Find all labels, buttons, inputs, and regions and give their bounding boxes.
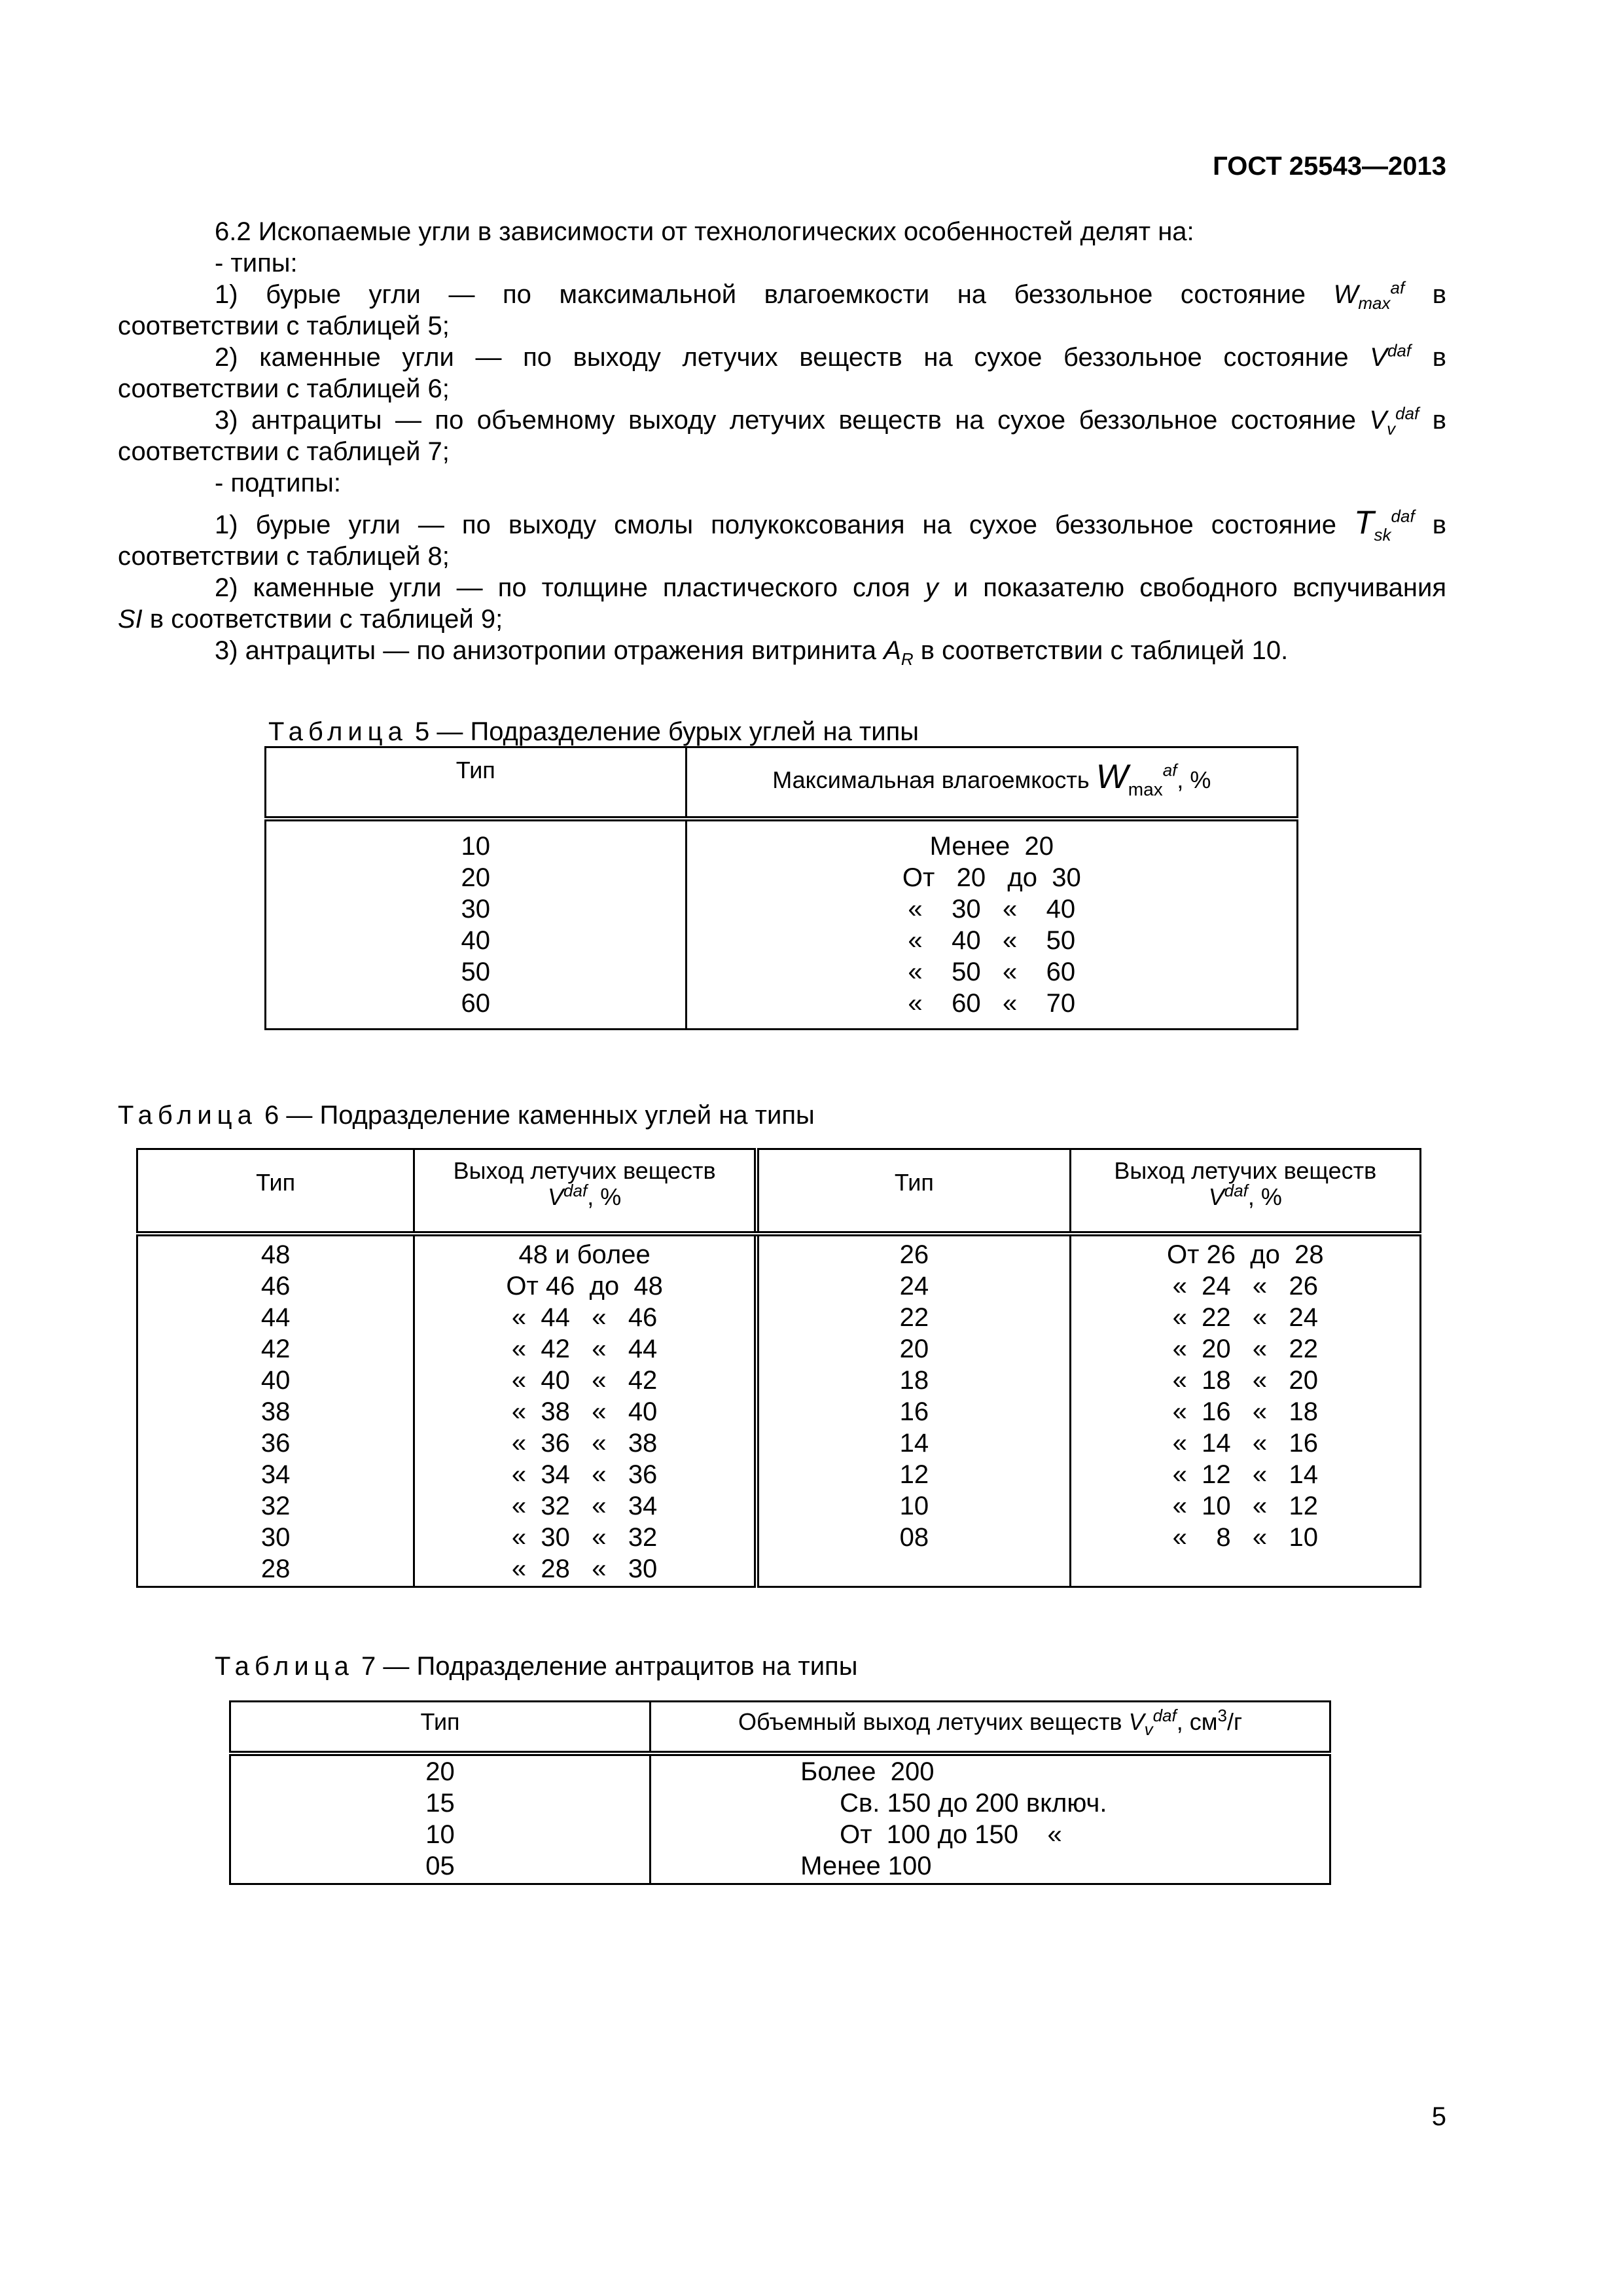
symbol-y: y [925, 573, 938, 602]
paragraph-brown-coal-ref: соответствии с таблицей 5; [118, 312, 450, 340]
paragraph-hard-coal-ref: соответствии с таблицей 6; [118, 374, 450, 403]
paragraph-hard-coal-line: 2) каменные угли — по выходу летучих веществ на сухое беззольное состояние $V^{daf}$ в [215, 340, 1446, 372]
table7-type-column: 20 15 10 05 [230, 1753, 651, 1884]
symbol-w-max-af: $W_{max}^{af}$ [1333, 278, 1405, 313]
table5-type-column: 10 20 30 40 50 60 [266, 819, 687, 1030]
table7-header-type: Тип [230, 1702, 651, 1754]
paragraph-types-label: - типы: [215, 249, 298, 278]
symbol-a-r: $A_R$ [883, 636, 914, 669]
table7-header-volume-yield: Объемный выход летучих веществ $V_v^{daf}$, $см^3/г$ [651, 1702, 1330, 1754]
symbol-vv-daf: $V_v^{daf}$ [1369, 403, 1419, 439]
paragraph-anthracite-ref: соответствии с таблицей 7; [118, 437, 450, 466]
paragraph-subtypes-label: - подтипы: [215, 469, 341, 497]
table6-right-value-column: От 26 до 28 « 24 « 26 « 22 « 24 « 20 « 22 « 18 « 20 « 16 « 18 « 14 « 16 « 12 « 14 « 10 « 12 « 8 « 10 [1070, 1234, 1420, 1587]
symbol-t-sk-daf: $T_{sk}^{daf}$ [1353, 504, 1415, 545]
symbol-si: SI [118, 605, 143, 634]
table7 [229, 1700, 1331, 1885]
table7-caption: Таблица 7 — Подразделение антрацитов на типы [215, 1652, 858, 1681]
paragraph-brown-coal-line: 1) бурые угли — по максимальной влагоемкости на беззольное состояние $W_{max}^{af}$ в [215, 278, 1446, 313]
section-6-2-text [118, 216, 1446, 669]
table6-header-type-left: Тип [137, 1149, 414, 1234]
paragraph-hard-subtype-line: 2) каменные угли — по толщине пластического слоя y и показателю свободного вспучивания [215, 573, 1446, 602]
table6-left-value-column: 48 и более От 46 до 48 « 44 « 46 « 42 « 44 « 40 « 42 « 38 « 40 « 36 « 38 « 34 « 36 « 32 « 34 « 30 « 32 « 28 « 30 [414, 1234, 757, 1587]
paragraph-hard-subtype-ref: SI в соответствии с таблицей 9; [118, 605, 503, 634]
paragraph-brown-subtype-line: 1) бурые угли — по выходу смолы полукоксования на сухое беззольное состояние $T_{sk}^{daf}$ в [215, 504, 1446, 545]
table5-caption: Таблица 5 — Подразделение бурых углей на типы [268, 717, 919, 746]
paragraph-brown-subtype-ref: соответствии с таблицей 8; [118, 542, 450, 571]
table6-caption: Таблица 6 — Подразделение каменных углей на типы [118, 1101, 815, 1130]
table6-right-type-column: 26 24 22 20 18 16 14 12 10 08 [757, 1234, 1070, 1587]
table6-header-yield-right: Выход летучих веществ $V^{daf}$, % [1070, 1149, 1420, 1234]
paragraph-intro: 6.2 Ископаемые угли в зависимости от технологических особенностей делят на: [215, 217, 1194, 246]
paragraph-anthracite-line: 3) антрациты — по объемному выходу летучих веществ на сухое беззольное состояние $V_v^{daf}$ в [215, 403, 1446, 439]
table5-header-type: Тип [266, 747, 687, 819]
page-number: 5 [1431, 2102, 1446, 2131]
table5 [264, 746, 1298, 1030]
table6-header-type-right: Тип [757, 1149, 1070, 1234]
table5-header-moisture: Максимальная влагоемкость $W_{max}^{af}$, % [686, 747, 1297, 819]
table6-header-yield-left: Выход летучих веществ $V^{daf}$, % [414, 1149, 757, 1234]
table6-left-type-column: 48 46 44 42 40 38 36 34 32 30 28 [137, 1234, 414, 1587]
table6 [136, 1148, 1421, 1588]
symbol-v-daf: $V^{daf}$ [1370, 340, 1412, 372]
table5-value-column: Менее 20 От 20 до 30 « 30 « 40 « 40 « 50 « 50 « 60 « 60 « 70 [686, 819, 1297, 1030]
document-code: ГОСТ 25543—2013 [1213, 152, 1446, 181]
paragraph-anthracite-subtype: 3) антрациты — по анизотропии отражения витринита $A_R$ в соответствии с таблицей 10. [215, 636, 1289, 669]
table7-value-column: Более 200 Св. 150 до 200 включ. От 100 до 150 « Менее 100 [651, 1753, 1330, 1884]
